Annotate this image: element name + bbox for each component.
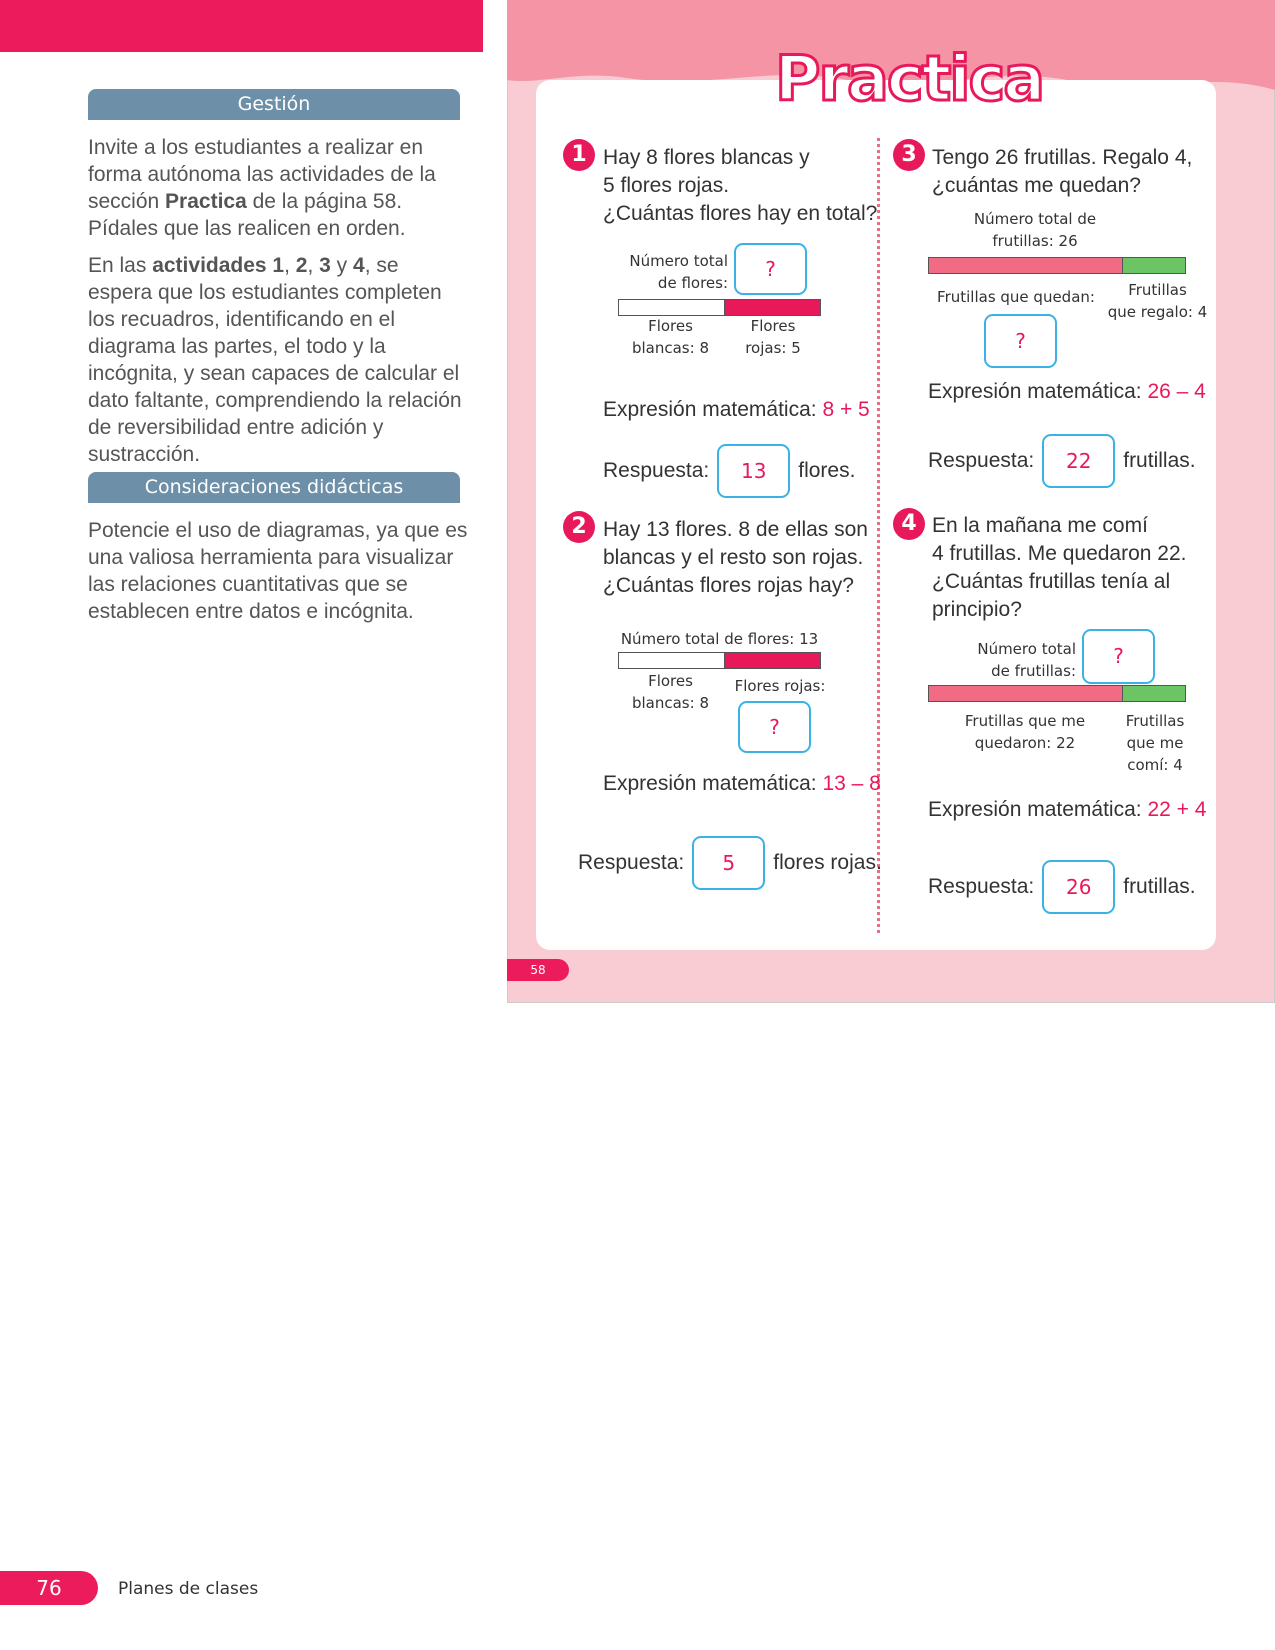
right-label: Flores rojas: <box>734 677 826 695</box>
answer-label: Respuesta: <box>928 875 1035 898</box>
answer-box-total[interactable]: ? <box>1082 629 1155 684</box>
expression: Expresión matemática: 22 + 4 <box>928 798 1207 821</box>
left-label: Flores blancas: 8 <box>631 672 709 712</box>
bar-red <box>724 299 821 316</box>
bar-white <box>618 299 725 316</box>
gestion-header: Gestión <box>88 89 460 120</box>
answer-box[interactable]: 13 <box>717 444 790 498</box>
total-label: Número total de frutillas: <box>977 640 1076 680</box>
bar-red <box>724 652 821 669</box>
bar-green <box>1122 685 1186 702</box>
page-number: 58 <box>507 959 569 981</box>
page-title: Practica <box>775 42 1044 115</box>
answer-unit: flores rojas. <box>773 851 882 874</box>
activity-3-text: Tengo 26 frutillas. Regalo 4, ¿cuántas me quedan? <box>932 146 1193 197</box>
answer-box[interactable]: 5 <box>692 836 765 890</box>
consideraciones-text: Potencie el uso de diagramas, ya que es una valiosa herramienta para visualizar las relaciones cuantitativas que se establecen entre datos e incógnita. <box>88 519 468 623</box>
answer-box-unknown[interactable]: ? <box>984 314 1057 368</box>
answer-label: Respuesta: <box>578 851 685 874</box>
bar-white <box>618 652 725 669</box>
answer-row <box>603 444 855 498</box>
bar-pink <box>928 685 1123 702</box>
left-label: Frutillas que quedan: <box>937 288 1095 306</box>
bar-green <box>1122 257 1186 274</box>
bar-pink <box>928 257 1123 274</box>
activity-4-text: En la mañana me comí 4 frutillas. Me quedaron 22. ¿Cuántas frutillas tenía al principio? <box>932 514 1187 621</box>
right-label: Flores rojas: 5 <box>745 317 801 357</box>
answer-row <box>928 860 1196 914</box>
answer-unit: flores. <box>798 459 856 482</box>
answer-label: Respuesta: <box>603 459 710 482</box>
left-label: Frutillas que me quedaron: 22 <box>964 712 1086 752</box>
top-color-bar <box>0 0 483 52</box>
activity-2-text: Hay 13 flores. 8 de ellas son blancas y el resto son rojas. ¿Cuántas flores rojas hay? <box>603 518 868 597</box>
activity-number-1: 1 <box>563 139 595 171</box>
activity-number-3: 3 <box>893 139 925 171</box>
answer-box[interactable]: 22 <box>1042 434 1115 488</box>
answer-row <box>578 836 882 890</box>
total-label: Número total de flores: 13 <box>620 630 819 648</box>
right-label: Frutillas que me comí: 4 <box>1125 712 1185 774</box>
activity-number-2: 2 <box>563 511 595 543</box>
activity-number-4: 4 <box>893 508 925 540</box>
expression: Expresión matemática: 26 – 4 <box>928 380 1206 403</box>
gestion-text: Invite a los estudiantes a realizar en forma autónoma las actividades de la sección Practica de la página 58. Pídales que las realicen en orden. En las actividades 1, 2, 3 y 4, se espera que los estudiantes completen los recuadros, identificando en el diagrama las partes, el todo y la incógnita, y sean capaces de calcular el dato faltante, comprendiendo la relación de reversibilidad entre adición y sustracción. <box>88 136 462 466</box>
total-label: Número total de frutillas: 26 <box>973 210 1097 250</box>
expression: Expresión matemática: 13 – 8 <box>603 772 881 795</box>
answer-unit: frutillas. <box>1123 449 1196 472</box>
left-label: Flores blancas: 8 <box>631 317 709 357</box>
answer-box[interactable]: 26 <box>1042 860 1115 914</box>
activity-1-text: Hay 8 flores blancas y 5 flores rojas. ¿Cuántas flores hay en total? <box>603 146 878 225</box>
answer-unit: frutillas. <box>1123 875 1196 898</box>
total-label: Número total de flores: <box>629 252 728 292</box>
answer-label: Respuesta: <box>928 449 1035 472</box>
expression: Expresión matemática: 8 + 5 <box>603 398 870 421</box>
right-label: Frutillas que regalo: 4 <box>1107 281 1208 321</box>
footer-label: Planes de clases <box>118 1579 259 1599</box>
answer-box-unknown[interactable]: ? <box>738 701 811 753</box>
consideraciones-header: Consideraciones didácticas <box>88 472 460 503</box>
answer-box-total[interactable]: ? <box>734 243 807 295</box>
answer-row <box>928 434 1196 488</box>
column-divider <box>877 138 880 933</box>
footer-page-number: 76 <box>0 1571 98 1605</box>
